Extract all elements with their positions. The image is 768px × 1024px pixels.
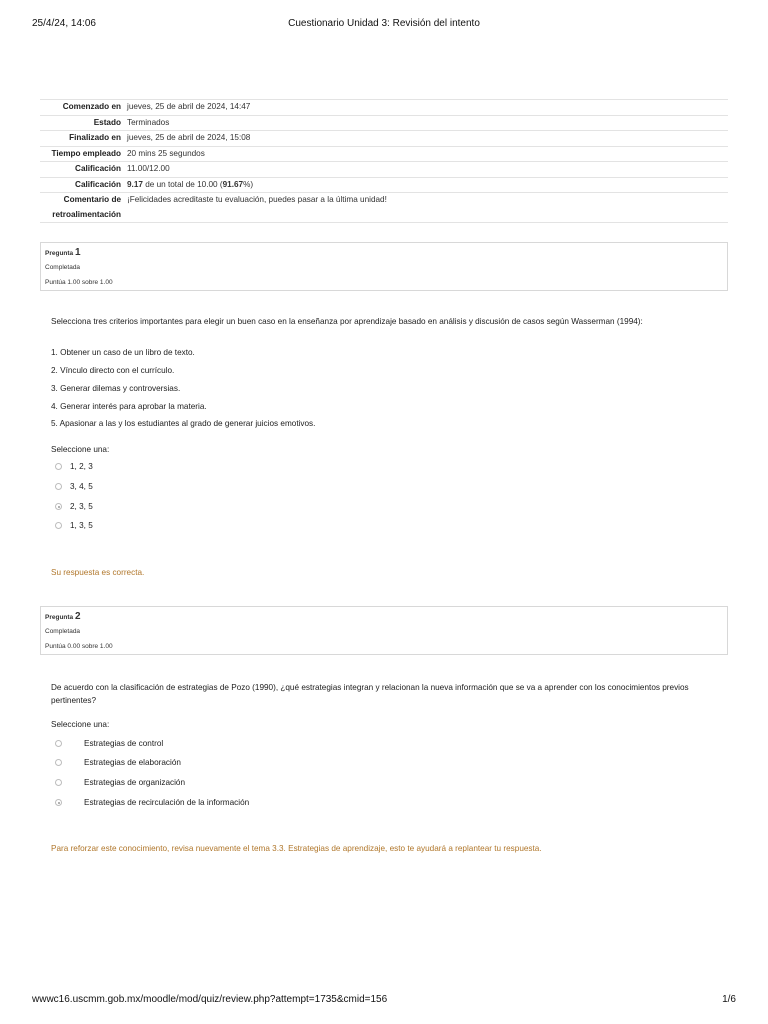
- summary-value: Terminados: [124, 115, 728, 131]
- criteria-item: 2. Vínculo directo con el currículo.: [51, 366, 175, 375]
- summary-row: [40, 146, 728, 162]
- summary-row: [40, 131, 728, 147]
- question-number: [45, 611, 81, 622]
- summary-value: 11.00/12.00: [124, 162, 728, 178]
- summary-label: Calificación: [40, 177, 124, 193]
- question-prefix: Pregunta: [45, 614, 74, 621]
- print-header: [32, 18, 736, 32]
- option-label: 1, 2, 3: [70, 462, 93, 471]
- option-label: Estrategias de organización: [84, 778, 186, 787]
- radio-button[interactable]: [55, 779, 62, 786]
- option-label: 3, 4, 5: [70, 482, 93, 491]
- summary-value: [124, 177, 728, 193]
- option-label: Estrategias de control: [84, 739, 164, 748]
- question-1-info: [40, 242, 728, 291]
- criteria-item: 4. Generar interés para aprobar la materia.: [51, 402, 207, 411]
- summary-value: 20 mins 25 segundos: [124, 146, 728, 162]
- question-grade: Puntúa 0.00 sobre 1.00: [45, 643, 113, 650]
- summary-row: [40, 100, 728, 116]
- summary-row: [40, 115, 728, 131]
- summary-label: Comentario de retroalimentación: [40, 193, 124, 223]
- grade-middle: de un total de 10.00 (: [142, 179, 223, 189]
- question-state: Completada: [45, 264, 81, 271]
- radio-button[interactable]: [55, 522, 62, 529]
- question-1-text: Selecciona tres criterios importantes para elegir un buen caso en la enseñanza por aprendizaje basado en análisis y discusión de casos según Wasserman (1994):: [51, 317, 643, 326]
- option-label: 1, 3, 5: [70, 521, 93, 530]
- question-prefix: Pregunta: [45, 250, 74, 257]
- summary-label: Comenzado en: [40, 100, 124, 116]
- summary-label: Finalizado en: [40, 131, 124, 147]
- grade-end: %): [243, 179, 254, 189]
- summary-row: [40, 193, 728, 223]
- answer-feedback: Para reforzar este conocimiento, revisa nuevamente el tema 3.3. Estrategias de aprendizaje, esto te ayudará a replantear tu respuesta.: [51, 844, 542, 853]
- summary-row: [40, 177, 728, 193]
- attempt-summary-table: [40, 99, 728, 223]
- summary-value: jueves, 25 de abril de 2024, 14:47: [124, 100, 728, 116]
- radio-button[interactable]: [55, 759, 62, 766]
- radio-button[interactable]: [55, 463, 62, 470]
- summary-label: Tiempo empleado: [40, 146, 124, 162]
- question-number: [45, 247, 81, 258]
- radio-button[interactable]: [55, 483, 62, 490]
- print-footer: [32, 994, 736, 1008]
- option-label: 2, 3, 5: [70, 502, 93, 511]
- page-number: 1/6: [722, 994, 736, 1005]
- criteria-item: 1. Obtener un caso de un libro de texto.: [51, 348, 195, 357]
- grade-percent: 91.67: [222, 179, 244, 189]
- criteria-item: 5. Apasionar a las y los estudiantes al grado de generar juicios emotivos.: [51, 419, 316, 428]
- page-url: wwwc16.uscmm.gob.mx/moodle/mod/quiz/review.php?attempt=1735&cmid=156: [32, 994, 388, 1005]
- print-page-title: Cuestionario Unidad 3: Revisión del intento: [288, 18, 480, 29]
- print-datetime: 25/4/24, 14:06: [32, 18, 96, 29]
- select-prompt: Seleccione una:: [51, 445, 110, 454]
- summary-row: [40, 162, 728, 178]
- question-number-value: 1: [74, 247, 81, 258]
- summary-label: Calificación: [40, 162, 124, 178]
- answer-feedback: Su respuesta es correcta.: [51, 568, 145, 577]
- criteria-item: 3. Generar dilemas y controversias.: [51, 384, 181, 393]
- grade-score: 9.17: [127, 179, 143, 189]
- question-number-value: 2: [74, 611, 81, 622]
- option-label: Estrategias de elaboración: [84, 758, 181, 767]
- summary-value: ¡Felicidades acreditaste tu evaluación, puedes pasar a la última unidad!: [124, 193, 728, 223]
- question-2-info: [40, 606, 728, 655]
- select-prompt: Seleccione una:: [51, 720, 110, 729]
- radio-button[interactable]: [55, 799, 62, 806]
- question-2-text: De acuerdo con la clasificación de estrategias de Pozo (1990), ¿qué estrategias integran y relacionan la nueva información que se va a aprender con los conocimientos previos pertinentes?: [51, 683, 689, 705]
- radio-button[interactable]: [55, 740, 62, 747]
- summary-label: Estado: [40, 115, 124, 131]
- question-state: Completada: [45, 628, 81, 635]
- radio-button[interactable]: [55, 503, 62, 510]
- summary-value: jueves, 25 de abril de 2024, 15:08: [124, 131, 728, 147]
- question-grade: Puntúa 1.00 sobre 1.00: [45, 279, 113, 286]
- option-label: Estrategias de recirculación de la información: [84, 798, 250, 807]
